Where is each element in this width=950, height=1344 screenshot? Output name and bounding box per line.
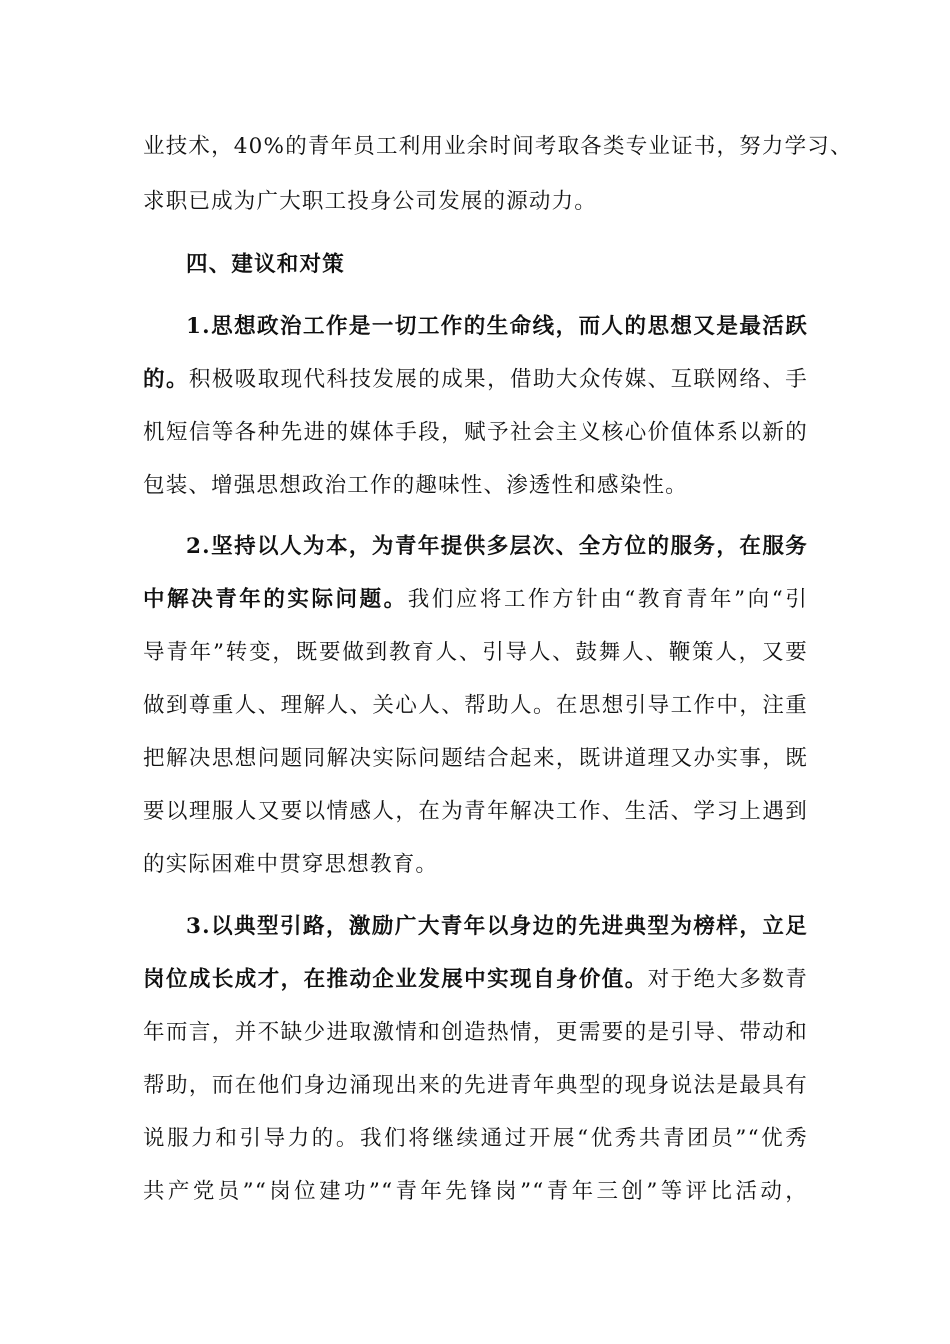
bold-text: 中解决青年的实际问题。 (143, 587, 408, 612)
body-text: 的实际困难中贯穿思想教育。 (143, 852, 439, 877)
bold-text: 岗位成长成才，在推动企业发展中实现自身价值。 (143, 967, 648, 992)
paragraph-line (186, 307, 808, 347)
paragraph-line (143, 792, 808, 832)
body-text: 积极吸取现代科技发展的成果，借助大众传媒、互联网络、手 (188, 367, 809, 392)
paragraph-line (143, 466, 808, 506)
body-text: 导青年”转变，既要做到教育人、引导人、鼓舞人、鞭策人，又要 (143, 640, 808, 665)
body-text: 对于绝大多数青 (647, 967, 809, 992)
body-text: 说服力和引导力的。我们将继续通过开展“优秀共青团员”“优秀 (143, 1126, 808, 1151)
paragraph-line (143, 580, 808, 620)
body-text: 年而言，并不缺少进取激情和创造热情，更需要的是引导、带动和 (143, 1020, 808, 1045)
body-text: 帮助，而在他们身边涌现出来的先进青年典型的现身说法是最具有 (143, 1073, 808, 1098)
body-text: 包装、增强思想政治工作的趣味性、渗透性和感染性。 (143, 473, 688, 498)
paragraph-line (143, 1013, 808, 1053)
paragraph-line (143, 686, 808, 726)
body-text: 我们应将工作方针由“教育青年”向“引 (407, 587, 808, 612)
paragraph-line (143, 413, 808, 453)
paragraph-line (143, 633, 808, 673)
bold-text: 1.思想政治工作是一切工作的生命线，而人的思想又是最活跃 (186, 314, 808, 339)
bold-text: 2.坚持以人为本，为青年提供多层次、全方位的服务，在服务 (186, 534, 808, 559)
paragraph-line: 求职已成为广大职工投身公司发展的源动力。 (143, 189, 598, 214)
body-text: 把解决思想问题同解决实际问题结合起来，既讲道理又办实事，既 (143, 746, 808, 771)
paragraph-line (143, 845, 808, 885)
section-heading: 四、建议和对策 (186, 252, 345, 277)
paragraph-line (143, 1172, 808, 1212)
body-text: 做到尊重人、理解人、关心人、帮助人。在思想引导工作中，注重 (143, 693, 808, 718)
paragraph-line (143, 1066, 808, 1106)
paragraph-line (143, 960, 808, 1000)
body-text: 要以理服人又要以情感人，在为青年解决工作、生活、学习上遇到 (143, 799, 808, 824)
paragraph-line (186, 527, 808, 567)
body-text: 共产党员”“岗位建功”“青年先锋岗”“青年三创”等评比活动， (143, 1179, 808, 1204)
paragraph-line (143, 1119, 808, 1159)
paragraph-line: 业技术，40%的青年员工利用业余时间考取各类专业证书，努力学习、 (143, 134, 853, 159)
bold-text: 3.以典型引路，激励广大青年以身边的先进典型为榜样，立足 (186, 914, 808, 939)
body-text: 机短信等各种先进的媒体手段，赋予社会主义核心价值体系以新的 (143, 420, 808, 445)
paragraph-line (143, 739, 808, 779)
bold-text: 的。 (143, 367, 189, 392)
paragraph-line (186, 907, 808, 947)
paragraph-line (143, 360, 808, 400)
